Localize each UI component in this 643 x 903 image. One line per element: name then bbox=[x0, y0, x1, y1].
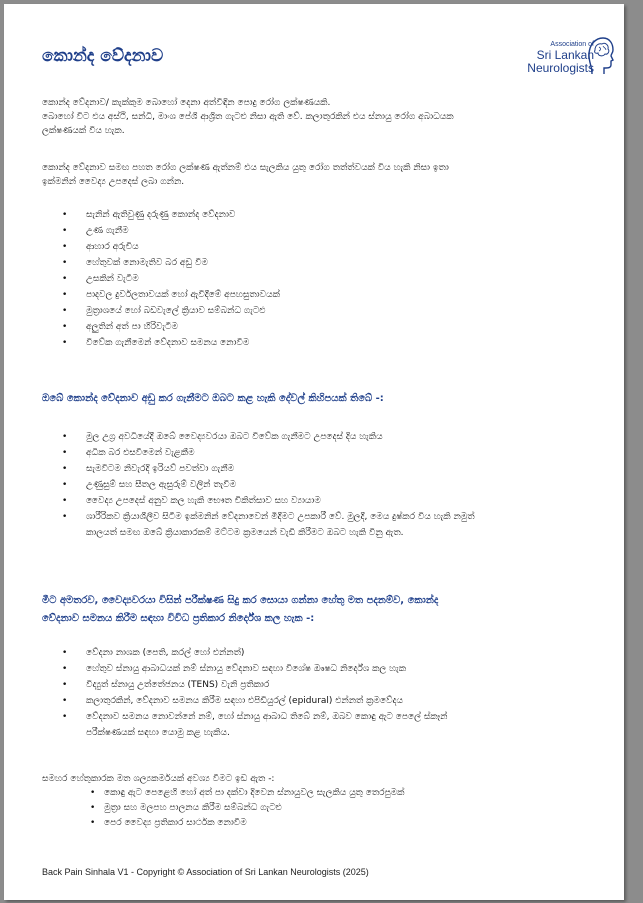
intro-line: කොන්ද වේදනාව/ කැක්කුම බොහෝ දෙනා අත්විඳින පොදු රෝග ලක්ෂණයකි. bbox=[42, 98, 331, 108]
logo-line-2: Sri Lankan bbox=[536, 48, 594, 62]
intro-line: ඉක්මනින් වෛද්‍ය උපදෙස් ලබා ගන්න. bbox=[42, 177, 185, 187]
list-item: • විවේක ගැනීමෙන් වේදනාව සමනය නොවීම bbox=[62, 335, 280, 351]
self-care-list bbox=[62, 429, 475, 541]
heading-line: වේදනාව සමනය කිරීම සඳහා විවිධ ප්‍රතිකාර නිර්දේශ කල හැක -: bbox=[42, 613, 315, 624]
logo-text bbox=[510, 40, 594, 75]
section-heading-self-care: ඔබේ කොන්ද වේදනාව අඩු කර ගැනීමට ඔබට කළ හැකි දේවල් කිහිපයක් තිබේ -: bbox=[42, 393, 384, 404]
intro-line: ලක්ෂණයක් විය හැක. bbox=[42, 126, 125, 136]
intro-line: කොන්ද වේදනාව සමඟ පහත රෝග ලක්ෂණ ඇත්නම් එය සැලකිය යුතු රෝග තත්ත්වයක් විය හැකි නිසා ඉතා bbox=[42, 163, 449, 173]
list-item: • මුත්‍රාශයේ හෝ බඩවැලේ ක්‍රියාව සම්බන්ධ ගැටළු bbox=[62, 303, 280, 319]
list-item-line: ශාරීරිකව ක්‍රියාශීලීව සිටීම ඉක්මනින් වේදනාවෙන් මිදීමට උපකාරී වේ. මුලදී, මෙය දුෂ්කර විය හැකි නමුත් bbox=[86, 512, 475, 522]
association-logo bbox=[510, 36, 614, 88]
list-item: • උණ ගැනීම bbox=[62, 223, 280, 239]
intro-paragraph-1 bbox=[42, 96, 454, 138]
list-item: • අලුතින් අත් පා හිරිවැටීම bbox=[62, 319, 280, 335]
list-item: • විද්‍යුත් ස්නායු උත්තේජනය (TENS) වැනි ප්‍රතිකාර bbox=[62, 677, 447, 693]
list-item: • අධික බර එසවීමෙන් වැළකීම bbox=[62, 445, 475, 461]
intro-line: බොහෝ විට එය අස්ථි, සන්ධි, මාංශ පේශි ආශ්‍රිත ගැටළු නිසා ඇති වේ. කලාතුරකින් එය ස්නායු රෝග අබාධයක bbox=[42, 112, 454, 122]
list-item: • ආහාර අරුචිය bbox=[62, 239, 280, 255]
head-brain-icon bbox=[586, 36, 614, 76]
heading-line: මීට අමතරව, වෛද්‍යවරයා විසින් පරීක්ෂණ සිදු කර සොයා ගන්නා හේතු මත පදනම්ව, කොන්ද bbox=[42, 595, 439, 606]
list-item: • හේතුව ස්නායු ආබාධයක් නම් ස්නායු වේදනාව සඳහා විශේෂ ඖෂධ නිර්දේශ කල හැක bbox=[62, 661, 447, 677]
list-item: • කොඳු ඇට පෙළෙහි හෝ අත් පා දක්වා දිවෙන ස්නායුවල සැලකිය යුතු තෙරපුමක් bbox=[90, 786, 404, 801]
list-item: • මුල උග්‍ර අවධියේදී ඔබේ වෛද්‍යවරයා ඔබට විවේක ගැනීමට උපදෙස් දිය හැකිය bbox=[62, 429, 475, 445]
list-item: • මුත්‍රා සහ මලපහ පාලනය කිරීම සම්බන්ධ ගැටළු bbox=[90, 801, 404, 816]
list-item: • උණුසුම් සහ සීතල ඇසුරුම් වලින් තැවීම bbox=[62, 477, 475, 493]
list-item: • පාදවල දුර්වලතාවයක් හෝ ඇවිදීමේ අපහසුතාවයක් bbox=[62, 287, 280, 303]
section-heading-treatments bbox=[42, 592, 438, 628]
footer-copyright: Back Pain Sinhala V1 - Copyright © Association of Sri Lankan Neurologists (2025) bbox=[42, 867, 369, 877]
list-item-line: කාලයත් සමඟ ඔබේ ක්‍රියාකාරකම් මට්ටම ක්‍රමයෙන් වැඩි කිරීමට ඔබට හැකි විනු ඇත. bbox=[86, 528, 404, 538]
list-item: • කලාතුරකින්, වේදනාව සමනය කිරීම සඳහා එපිඩියුරල් (epidural) එන්නත් ක්‍රමවේදය bbox=[62, 693, 447, 709]
logo-line-3: Neurologists bbox=[527, 61, 594, 75]
list-item: • හේතුවක් නොමැතිව බර අඩු වීම bbox=[62, 255, 280, 271]
list-item: • සැමවිටම නිවැරදි ඉරියව් පවත්වා ගැනීම bbox=[62, 461, 475, 477]
list-item: • පෙර වෛද්‍ය ප්‍රතිකාර සාර්ථක නොවීම bbox=[90, 816, 404, 831]
surgery-intro: සමහර හේතුකාරක මත ශල්‍යකර්මයක් අවශ්‍ය වීමට ඉඩ ඇත -: bbox=[42, 774, 275, 784]
surgery-list bbox=[90, 786, 404, 831]
list-item-line: පරීක්ෂණයක් සඳහා යොමු කළ හැකිය. bbox=[86, 728, 230, 738]
list-item-line: වේදනාව සමනය නොවන්නේ නම්, හෝ ස්නායු ආබාධ තිබේ නම්, ඔබව කොඳු ඇට පෙලේ ස්කෑන් bbox=[86, 712, 448, 722]
intro-paragraph-2 bbox=[42, 161, 449, 189]
list-item bbox=[62, 709, 447, 741]
logo-line-1: Association of bbox=[550, 41, 594, 48]
list-item: • වේදනා නාශක (පෙති, කරල් හෝ එන්නත්) bbox=[62, 645, 447, 661]
page-title: කොන්ද වේදනාව bbox=[42, 46, 164, 66]
document-page bbox=[4, 4, 624, 900]
treatments-list bbox=[62, 645, 447, 741]
list-item: • සැනින් ඇතිවුණු දරුණු කොන්ද වේදනාව bbox=[62, 207, 280, 223]
warning-signs-list bbox=[62, 207, 280, 351]
list-item: • උසකින් වැටීම bbox=[62, 271, 280, 287]
list-item bbox=[62, 509, 475, 541]
list-item: • වෛද්‍ය උපදෙස් අනුව කල හැකි භෞත චිකිත්සාව සහ ව්‍යායාම bbox=[62, 493, 475, 509]
